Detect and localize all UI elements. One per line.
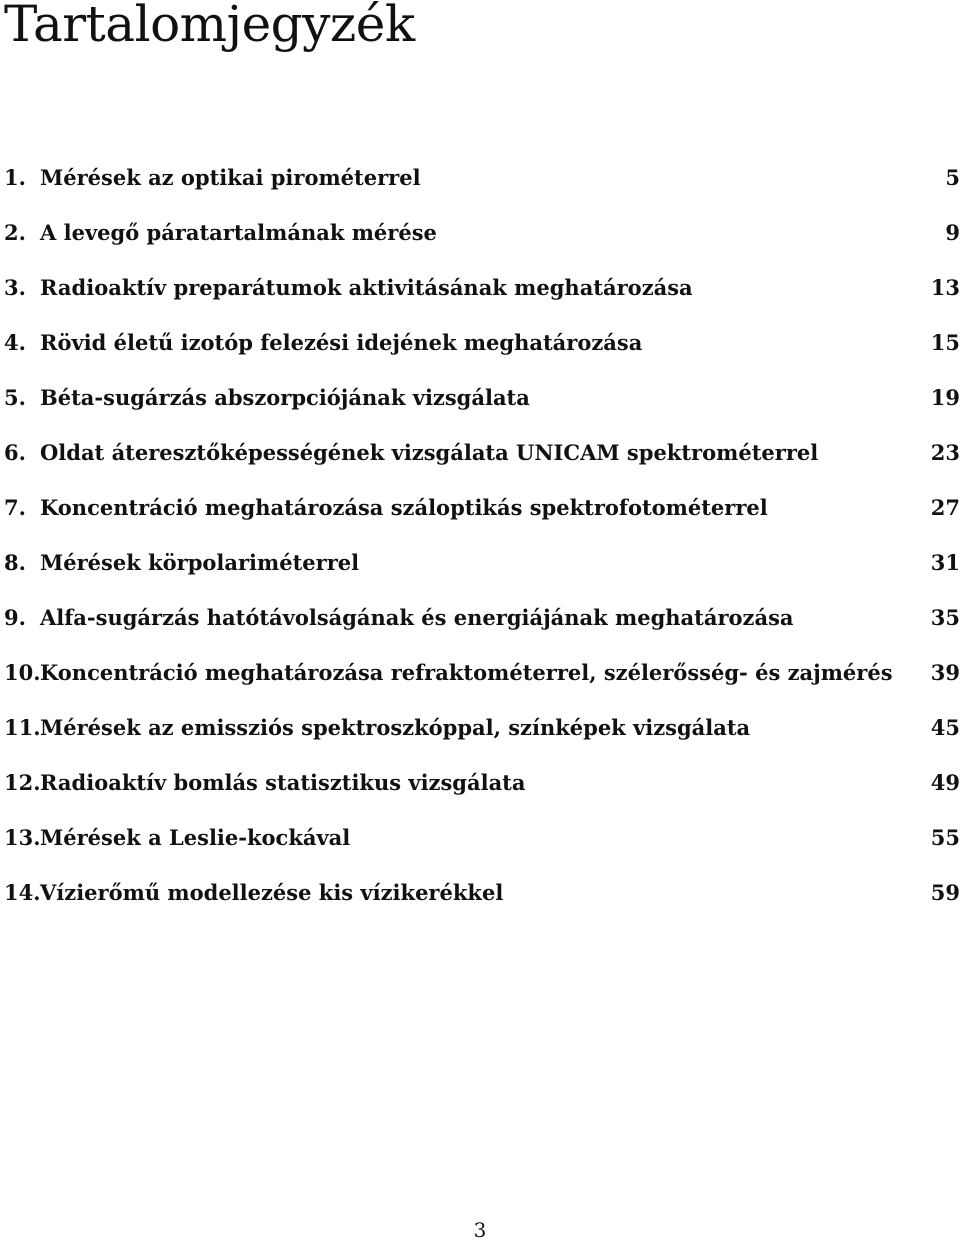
toc-entry-8[interactable]	[0, 535, 960, 590]
toc-entry-page: 49	[930, 770, 960, 795]
toc-entry-title: Radioaktív bomlás statisztikus vizsgálata	[40, 770, 526, 795]
toc-entry-3[interactable]	[0, 260, 960, 315]
toc-entry-page: 55	[930, 825, 960, 850]
toc-entry-page: 39	[930, 660, 960, 685]
page-number: 3	[473, 1218, 487, 1242]
toc-entry-number: 7.	[4, 495, 26, 520]
toc-entry-page: 9	[945, 220, 960, 245]
toc-entry-page: 45	[930, 715, 960, 740]
toc-entry-number: 1.	[4, 165, 26, 190]
toc-entry-title: Koncentráció meghatározása száloptikás spektrofotométerrel	[40, 495, 768, 520]
toc-entry-title: Mérések az emissziós spektroszkóppal, színképek vizsgálata	[40, 715, 751, 740]
toc-entry-title: Oldat áteresztőképességének vizsgálata UNICAM spektrométerrel	[40, 440, 819, 465]
toc-entry-1[interactable]	[0, 150, 960, 205]
toc-entry-title: Koncentráció meghatározása refraktométerrel, szélerősség- és zajmérés	[40, 660, 893, 685]
toc-entry-title: Alfa-sugárzás hatótávolságának és energiájának meghatározása	[40, 605, 794, 630]
toc-entry-page: 27	[930, 495, 960, 520]
toc-entry-title: Rövid életű izotóp felezési idejének meghatározása	[40, 330, 643, 355]
toc-entry-5[interactable]	[0, 370, 960, 425]
toc-entry-7[interactable]	[0, 480, 960, 535]
toc-entry-14[interactable]	[0, 865, 960, 920]
toc-entry-title: Mérések az optikai pirométerrel	[40, 165, 421, 190]
toc-entry-2[interactable]	[0, 205, 960, 260]
toc-entry-number: 10.	[4, 660, 41, 685]
table-of-contents	[0, 150, 960, 920]
toc-entry-13[interactable]	[0, 810, 960, 865]
toc-entry-title: Béta-sugárzás abszorpciójának vizsgálata	[40, 385, 530, 410]
toc-entry-number: 5.	[4, 385, 26, 410]
toc-entry-page: 23	[930, 440, 960, 465]
toc-entry-number: 4.	[4, 330, 26, 355]
toc-entry-10[interactable]	[0, 645, 960, 700]
toc-entry-page: 5	[945, 165, 960, 190]
toc-entry-number: 2.	[4, 220, 26, 245]
toc-entry-title: Mérések a Leslie-kockával	[40, 825, 351, 850]
toc-entry-number: 6.	[4, 440, 26, 465]
toc-entry-number: 12.	[4, 770, 41, 795]
toc-entry-page: 59	[930, 880, 960, 905]
toc-entry-title: Radioaktív preparátumok aktivitásának meghatározása	[40, 275, 693, 300]
toc-entry-6[interactable]	[0, 425, 960, 480]
toc-entry-title: Vízierőmű modellezése kis vízikerékkel	[40, 880, 504, 905]
toc-entry-page: 13	[930, 275, 960, 300]
toc-entry-4[interactable]	[0, 315, 960, 370]
toc-entry-title: A levegő páratartalmának mérése	[40, 220, 437, 245]
toc-entry-number: 14.	[4, 880, 41, 905]
toc-entry-page: 15	[930, 330, 960, 355]
toc-entry-page: 19	[930, 385, 960, 410]
toc-entry-number: 8.	[4, 550, 26, 575]
toc-entry-9[interactable]	[0, 590, 960, 645]
toc-entry-12[interactable]	[0, 755, 960, 810]
toc-entry-number: 9.	[4, 605, 26, 630]
toc-entry-11[interactable]	[0, 700, 960, 755]
toc-entry-number: 13.	[4, 825, 41, 850]
toc-entry-title: Mérések körpolariméterrel	[40, 550, 360, 575]
toc-entry-number: 11.	[4, 715, 41, 740]
toc-entry-number: 3.	[4, 275, 26, 300]
toc-entry-page: 35	[930, 605, 960, 630]
page-title: Tartalomjegyzék	[4, 0, 415, 53]
toc-entry-page: 31	[930, 550, 960, 575]
